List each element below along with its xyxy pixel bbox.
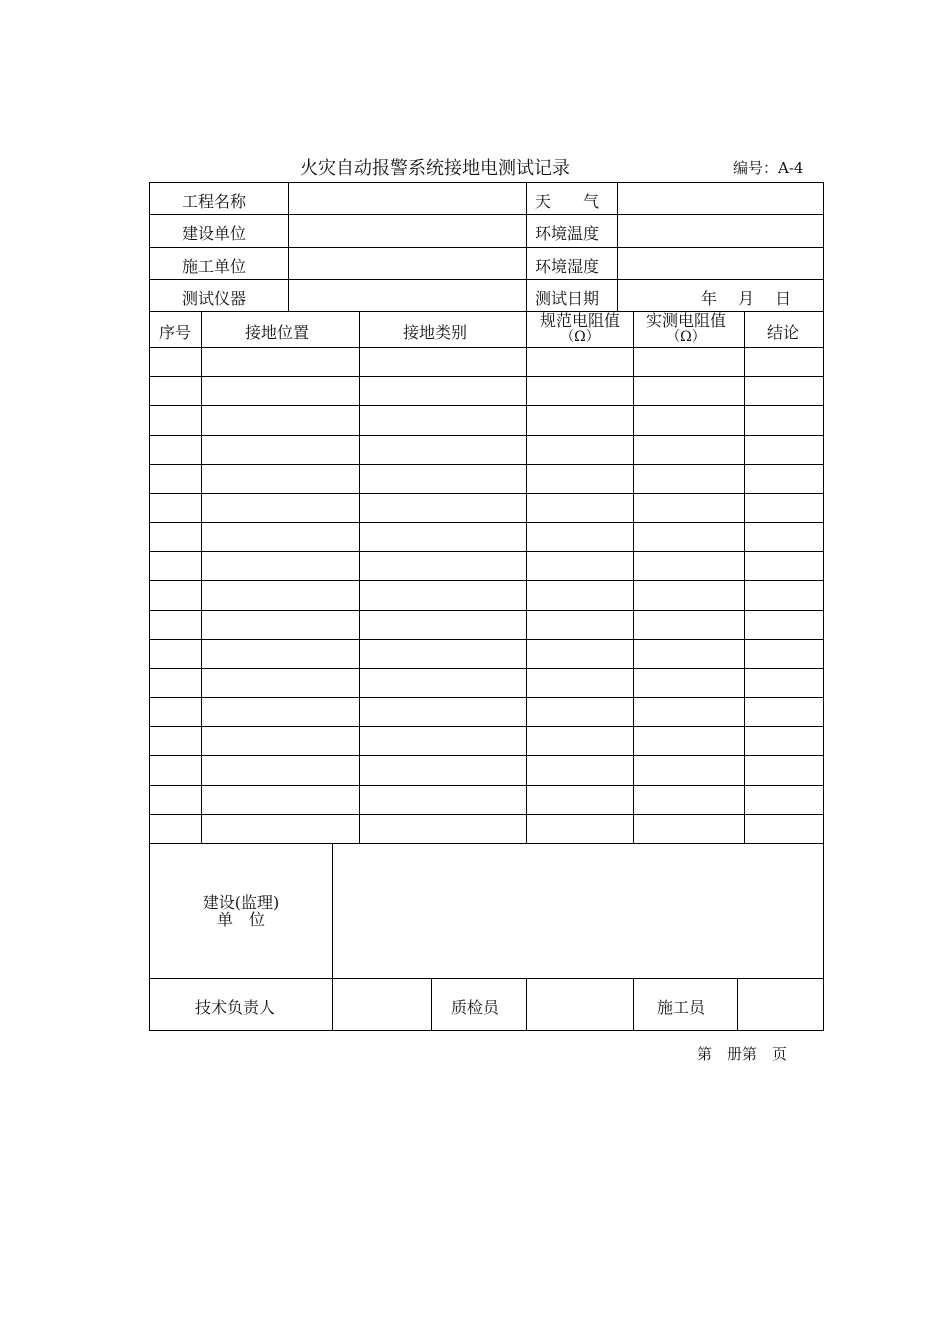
col-category: 接地类别 (403, 323, 468, 342)
table-row (150, 697, 823, 698)
table-row (150, 580, 823, 581)
table-row (150, 755, 823, 756)
table-row (150, 493, 823, 494)
label-env-humidity: 环境湿度 (535, 257, 600, 276)
divider (633, 978, 634, 1030)
divider (150, 843, 823, 844)
divider (526, 183, 527, 311)
col-measured-resistance (634, 313, 738, 345)
label-worker: 施工员 (657, 998, 706, 1017)
form-code: 编号：A-4 (733, 159, 804, 177)
col-measured-resistance-unit: （Ω） (666, 329, 706, 345)
label-weather: 天 气 (535, 192, 600, 211)
col-seq: 序号 (159, 323, 192, 342)
table-row (150, 435, 823, 436)
table-row (150, 668, 823, 669)
divider (526, 311, 527, 843)
col-location: 接地位置 (245, 323, 310, 342)
table-row (150, 610, 823, 611)
table-row (150, 639, 823, 640)
divider (737, 978, 738, 1030)
col-std-resistance-unit: （Ω） (560, 329, 600, 345)
divider (201, 311, 202, 843)
label-inspector: 质检员 (451, 998, 500, 1017)
divider (617, 183, 618, 311)
divider (332, 843, 333, 1030)
table-row (150, 376, 823, 377)
table-row (150, 551, 823, 552)
divider (633, 311, 634, 843)
label-builder-unit: 施工单位 (182, 257, 247, 276)
form-title: 火灾自动报警系统接地电测试记录 (300, 158, 570, 179)
table-row (150, 347, 823, 348)
divider (150, 978, 823, 979)
col-std-resistance (528, 313, 632, 345)
page-footer: 第 册第 页 (697, 1045, 788, 1063)
divider (288, 183, 289, 311)
divider (359, 311, 360, 843)
label-env-temp: 环境温度 (535, 224, 600, 243)
label-test-date: 测试日期 (535, 289, 600, 308)
divider (150, 247, 823, 248)
table-row (150, 405, 823, 406)
table-row (150, 814, 823, 815)
col-conclusion: 结论 (767, 323, 800, 342)
divider (526, 978, 527, 1030)
record-form (149, 182, 824, 1031)
col-measured-resistance-label: 实测电阻值 (645, 311, 726, 330)
col-std-resistance-label: 规范电阻值 (539, 311, 620, 330)
label-supervision-line2: 单 位 (216, 910, 265, 929)
label-supervision-unit (150, 894, 332, 928)
label-construction-unit: 建设单位 (182, 224, 247, 243)
date-placeholder: 年 月 日 (701, 289, 792, 308)
label-supervision-line1: 建设(监理) (202, 893, 280, 912)
table-row (150, 522, 823, 523)
label-tech-lead: 技术负责人 (195, 998, 276, 1017)
divider (150, 279, 823, 280)
label-project-name: 工程名称 (182, 192, 247, 211)
divider (150, 214, 823, 215)
divider (744, 311, 745, 843)
table-row (150, 464, 823, 465)
divider (431, 978, 432, 1030)
table-row (150, 785, 823, 786)
table-row (150, 726, 823, 727)
label-instrument: 测试仪器 (182, 289, 247, 308)
